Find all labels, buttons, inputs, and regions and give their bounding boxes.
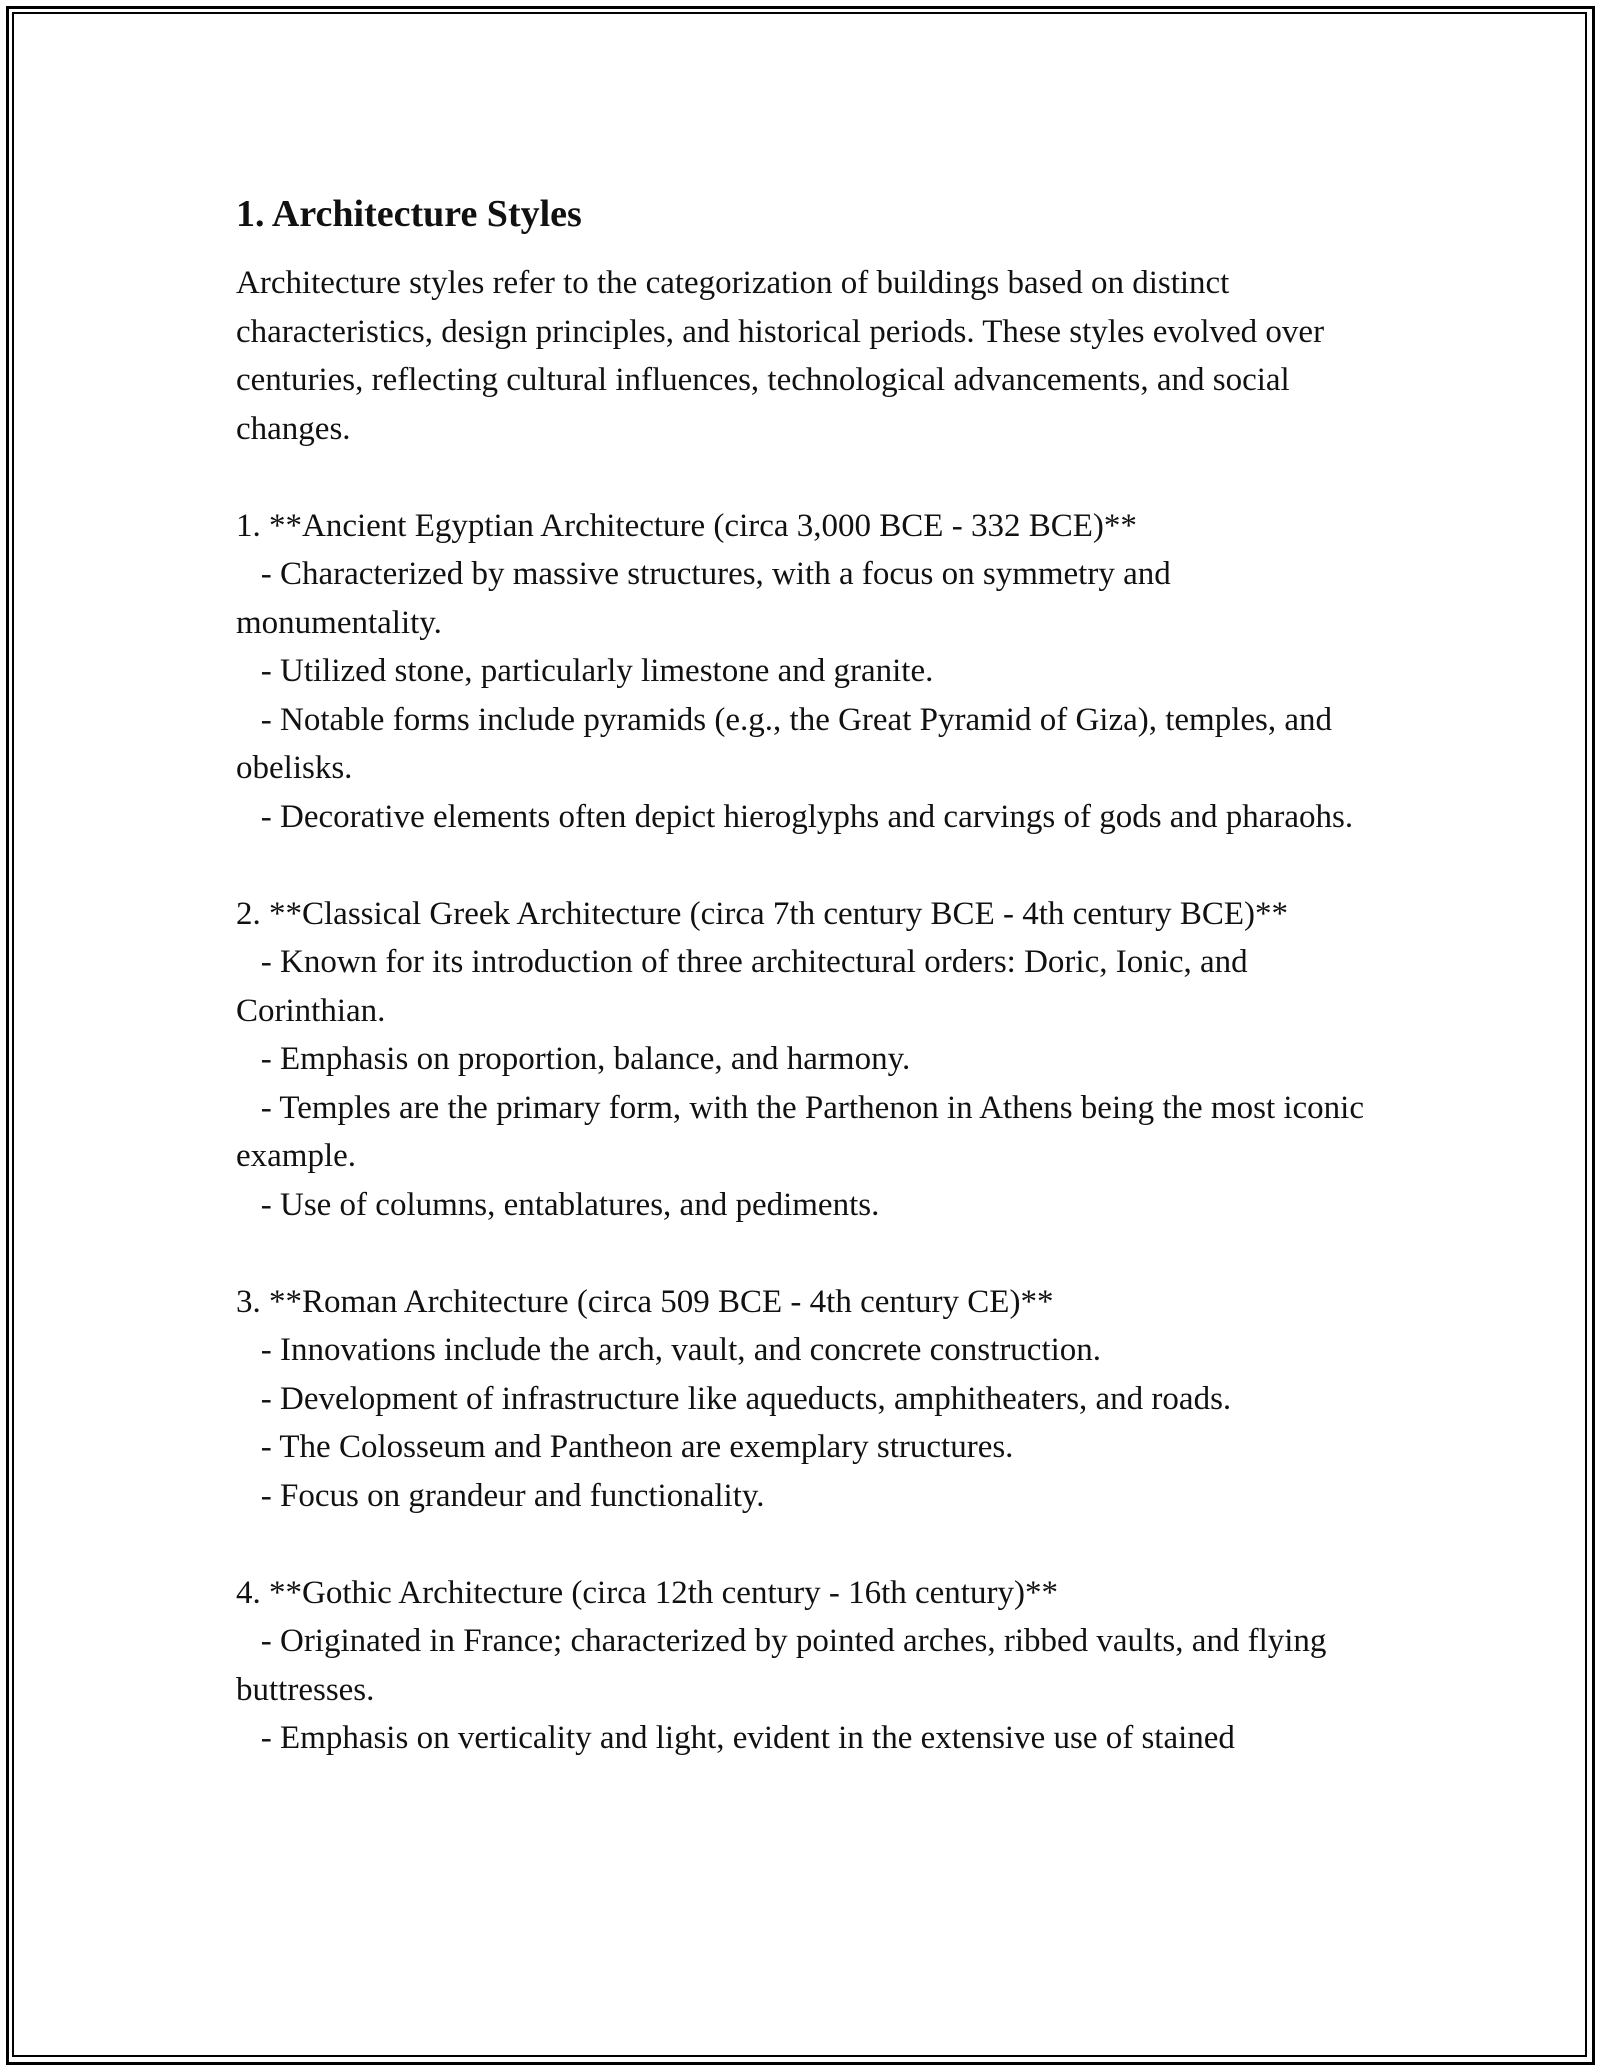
bullet-item: - Decorative elements often depict hieroglyphs and carvings of gods and pharaohs. [236,798,1354,835]
section-egyptian [236,502,1371,842]
section-gothic [236,1569,1371,1763]
section-roman [236,1278,1371,1521]
bullet-item: - The Colosseum and Pantheon are exemplary structures. [236,1429,1014,1465]
page-title: 1. Architecture Styles [236,193,582,235]
section-heading: 2. **Classical Greek Architecture (circa 7th century BCE - 4th century BCE)** [236,895,1289,932]
section-greek [236,890,1371,1230]
section-heading: 3. **Roman Architecture (circa 509 BCE - 4th century CE)** [236,1283,1054,1320]
bullet-item: - Innovations include the arch, vault, and concrete construction. [236,1332,1102,1368]
bullet-item: - Emphasis on proportion, balance, and harmony. [236,1041,911,1077]
section-heading: 1. **Ancient Egyptian Architecture (circa 3,000 BCE - 332 BCE)** [236,507,1137,544]
bullet-item: - Use of columns, entablatures, and pediments. [236,1186,880,1223]
bullet-item: - Development of infrastructure like aqueducts, amphitheaters, and roads. [236,1380,1232,1417]
bullet-item: - Temples are the primary form, with the Parthenon in Athens being the most iconic example. [236,1089,1373,1174]
bullet-item: - Known for its introduction of three architectural orders: Doric, Ionic, and Corinthian. [236,944,1256,1029]
section-heading: 4. **Gothic Architecture (circa 12th century - 16th century)** [236,1574,1058,1611]
bullet-item: - Characterized by massive structures, with a focus on symmetry and monumentality. [236,556,1179,641]
intro-paragraph: Architecture styles refer to the categorization of buildings based on distinct characteristics, design principles, and historical periods. These styles evolved over centuries, reflecting cultural influences, technological advancements, and social changes. [236,265,1333,447]
bullet-item: - Originated in France; characterized by pointed arches, ribbed vaults, and flying buttresses. [236,1623,1335,1708]
document-body [236,187,1371,1811]
bullet-item: - Focus on grandeur and functionality. [236,1477,765,1514]
bullet-item: - Emphasis on verticality and light, evident in the extensive use of stained [236,1720,1235,1756]
bullet-item: - Notable forms include pyramids (e.g., the Great Pyramid of Giza), temples, and obelisks. [236,701,1341,786]
bullet-item: - Utilized stone, particularly limestone and granite. [236,653,934,689]
